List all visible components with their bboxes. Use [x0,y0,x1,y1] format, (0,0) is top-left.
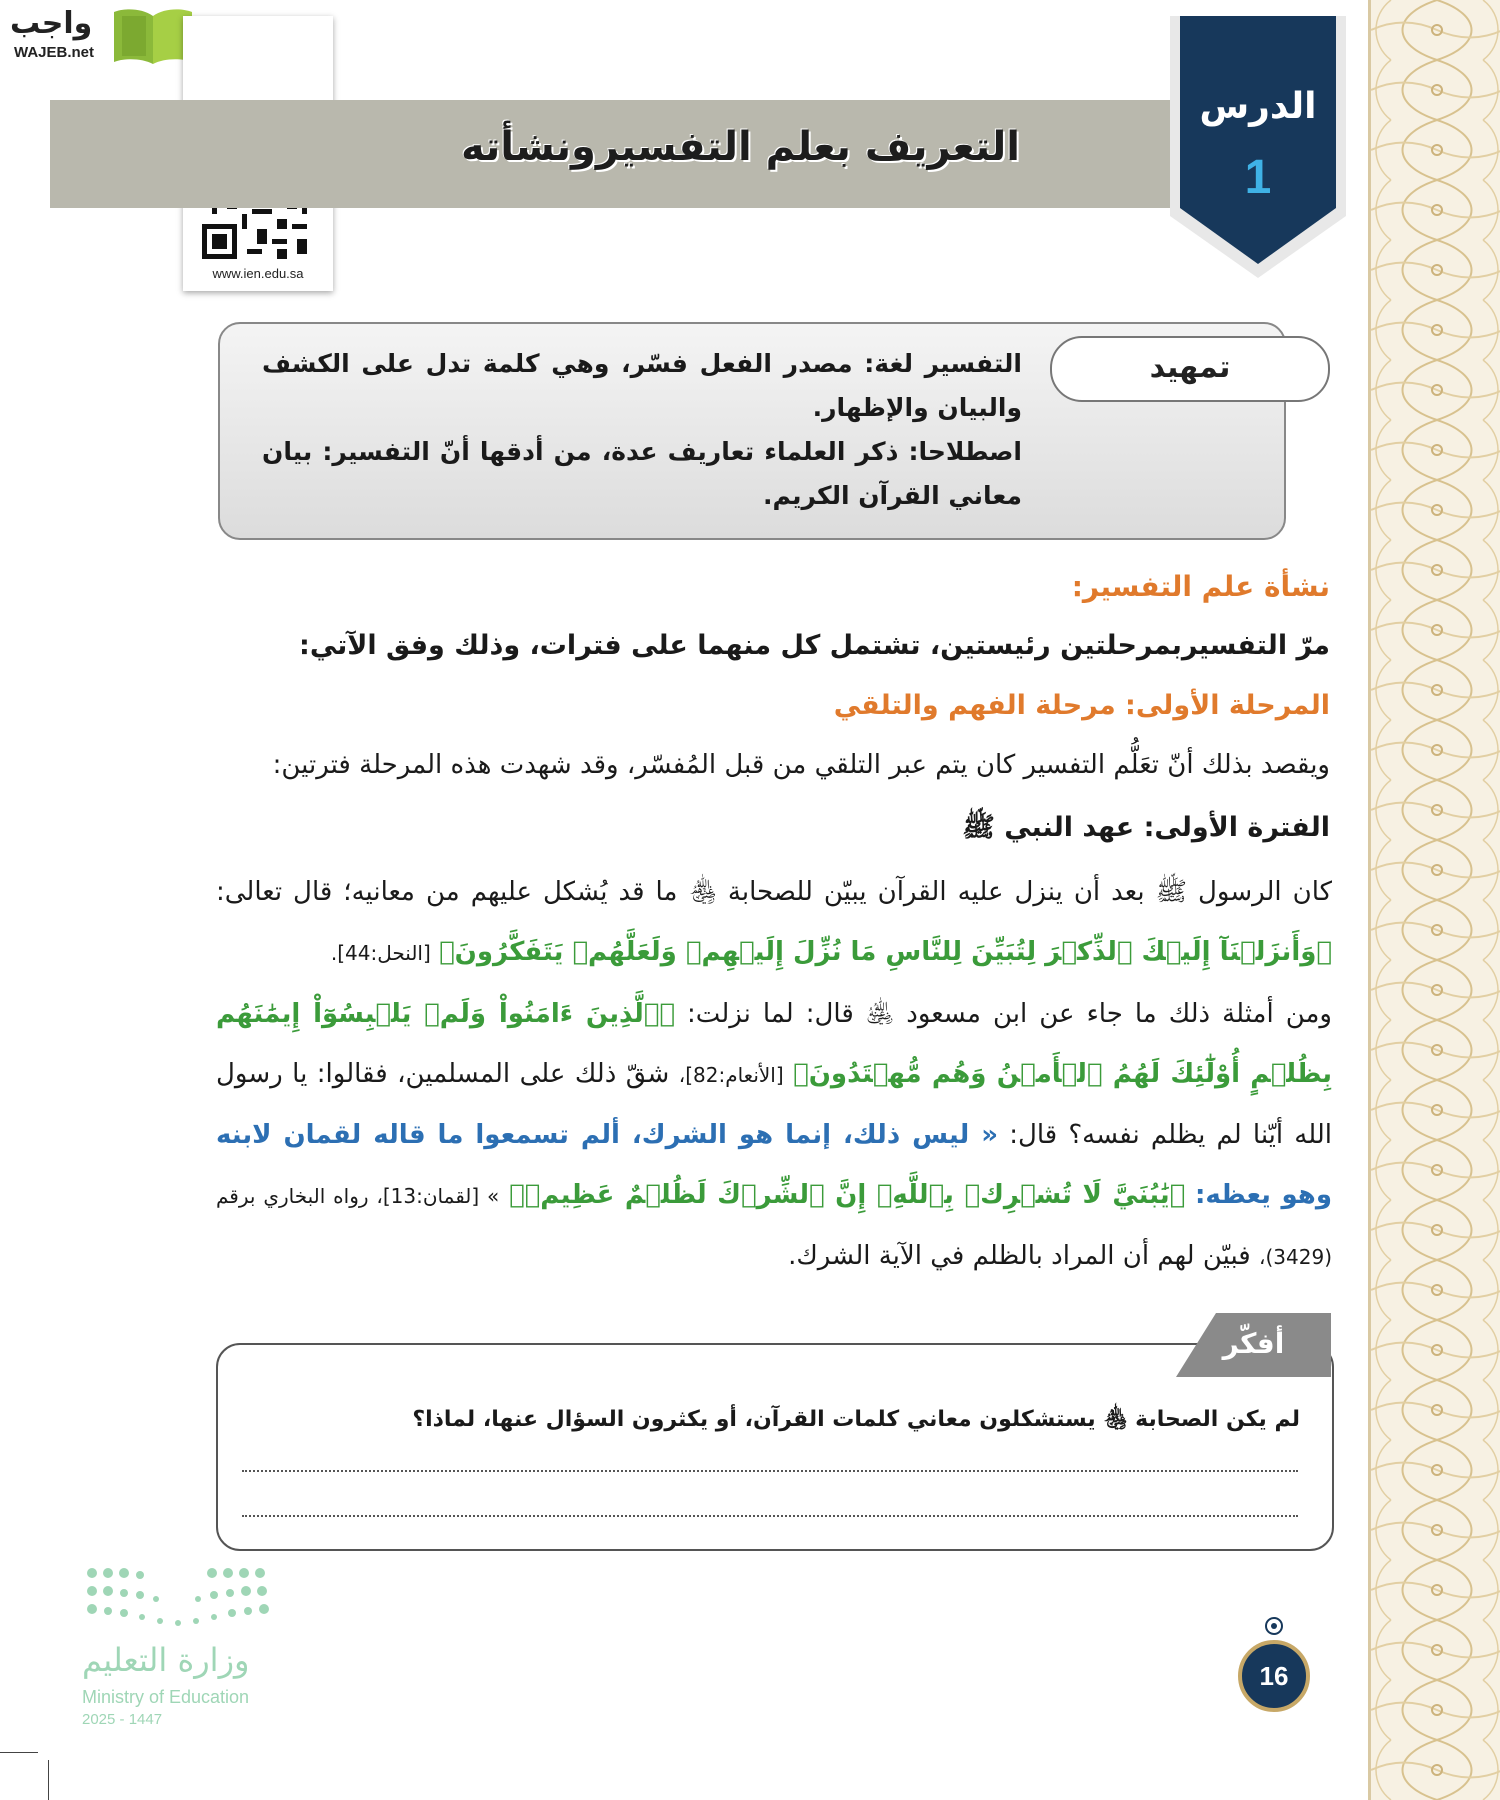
qr-url[interactable]: www.ien.edu.sa [212,266,304,281]
section-lead: مرّ التفسيربمرحلتين رئيستين، تشتمل كل منهما على فترات، وذلك وفق الآتي: [299,630,1330,661]
hadith-quote: « ليس ذلك، إنما هو الشرك، ألم تسمعوا ما قاله لقمان لابنه وهو يعظه: [216,1120,1332,1210]
quran-verse: ﴿يَٰبُنَيَّ لَا تُشۡرِكۡ بِٱللَّهِۖ إِنَّ ٱلشِّرۡكَ لَظُلۡمٌ عَظِيمٞ﴾ [509,1180,1186,1210]
ministry-name-en: Ministry of Education [82,1687,250,1707]
paragraph-2-text-b: شقّ ذلك على المسلمين، فقالوا: يا رسول الله أيّنا لم يظلم نفسه؟ قال: [216,1059,1332,1150]
title-band [50,100,1170,208]
lesson-badge [1170,16,1346,278]
page-number: 16 [1259,1661,1289,1691]
verse-reference: [الأنعام:82]، [678,1063,784,1087]
ornament-icon [1262,1614,1286,1638]
think-tab-label: أفكّر [1222,1327,1285,1360]
think-tab [1176,1313,1331,1377]
intro-definition-technical: اصطلاحا: ذكر العلماء تعاريف عدة، من أدقها أنّ التفسير: بيان معاني القرآن الكريم. [262,437,1022,510]
answer-line[interactable] [242,1470,1298,1472]
ministry-dots-icon [82,1563,272,1637]
book-icon [112,6,194,66]
quran-verse: ﴿وَأَنزَلۡنَآ إِلَيۡكَ ٱلذِّكۡرَ لِتُبَيِّنَ لِلنَّاسِ مَا نُزِّلَ إِلَيۡهِمۡ وَلَعَلَّهُمۡ يَتَفَكَّرُونَ﴾ [439,937,1332,967]
intro-pill-label: تمهيد [1149,350,1231,385]
paragraph-1-text: كان الرسول ﷺ بعد أن ينزل عليه القرآن يبيّن للصحابة ﵃ ما قد يُشكل عليهم من معانيه؛ قال تعالى: [216,877,1332,907]
crop-mark [48,1760,49,1800]
paragraph-2-text: ومن أمثلة ذلك ما جاء عن ابن مسعود ﵁ قال: لما نزلت: [687,999,1332,1029]
stage1-heading: المرحلة الأولى: مرحلة الفهم والتلقي [833,690,1330,721]
wajeb-logo-domain: WAJEB.net [14,44,95,61]
ministry-logo [82,1563,282,1793]
section-heading: نشأة علم التفسير: [1071,570,1330,603]
paragraph-2 [216,984,1332,1287]
hadith-reference: » [لقمان:13]، رواه البخاري برقم (3429)، [216,1184,1332,1269]
page-number-badge [1238,1640,1310,1712]
wajeb-logo-text: واجب [10,6,93,41]
crop-mark [0,1752,38,1753]
lesson-label: الدرس [1199,86,1317,127]
lesson-title: التعريف بعلم التفسيرونشأته [461,124,1020,170]
think-question: لم يكن الصحابة ﵃ يستشكلون معاني كلمات القرآن، أو يكثرون السؤال عنها، لماذا؟ [412,1407,1300,1432]
stage1-description: ويقصد بذلك أنّ تعَلُّم التفسير كان يتم عبر التلقي من قبل المُفسّر، وقد شهدت هذه المرحلة فترتين: [272,750,1330,780]
decorative-border [1368,0,1500,1800]
ministry-name-ar: وزارة التعليم [82,1641,250,1679]
period1-heading: الفترة الأولى: عهد النبي ﷺ [962,812,1330,843]
wajeb-logo [8,4,194,68]
paragraph-1 [216,862,1332,983]
lesson-number: 1 [1244,151,1272,204]
badge-shape [1170,16,1346,278]
academic-year: 2025 - 1447 [82,1711,163,1728]
intro-definition-linguistic: التفسير لغة: مصدر الفعل فسّر، وهي كلمة تدل على الكشف والبيان والإظهار. [262,349,1022,422]
think-box [216,1343,1334,1551]
paragraph-2-text-c: فبيّن لهم أن المراد بالظلم في الآية الشرك. [788,1241,1251,1271]
intro-pill [1050,336,1330,402]
answer-line[interactable] [242,1515,1298,1517]
intro-text [262,342,1022,518]
quran-verse: ﴿ٱلَّذِينَ ءَامَنُواْ وَلَمۡ يَلۡبِسُوٓاْ إِيمَٰنَهُم بِظُلۡمٍ أُوْلَٰٓئِكَ لَهُمُ ٱلۡأَمۡنُ وَهُم مُّهۡتَدُونَ﴾ [216,999,1332,1089]
verse-reference: [النحل:44]. [330,941,431,965]
